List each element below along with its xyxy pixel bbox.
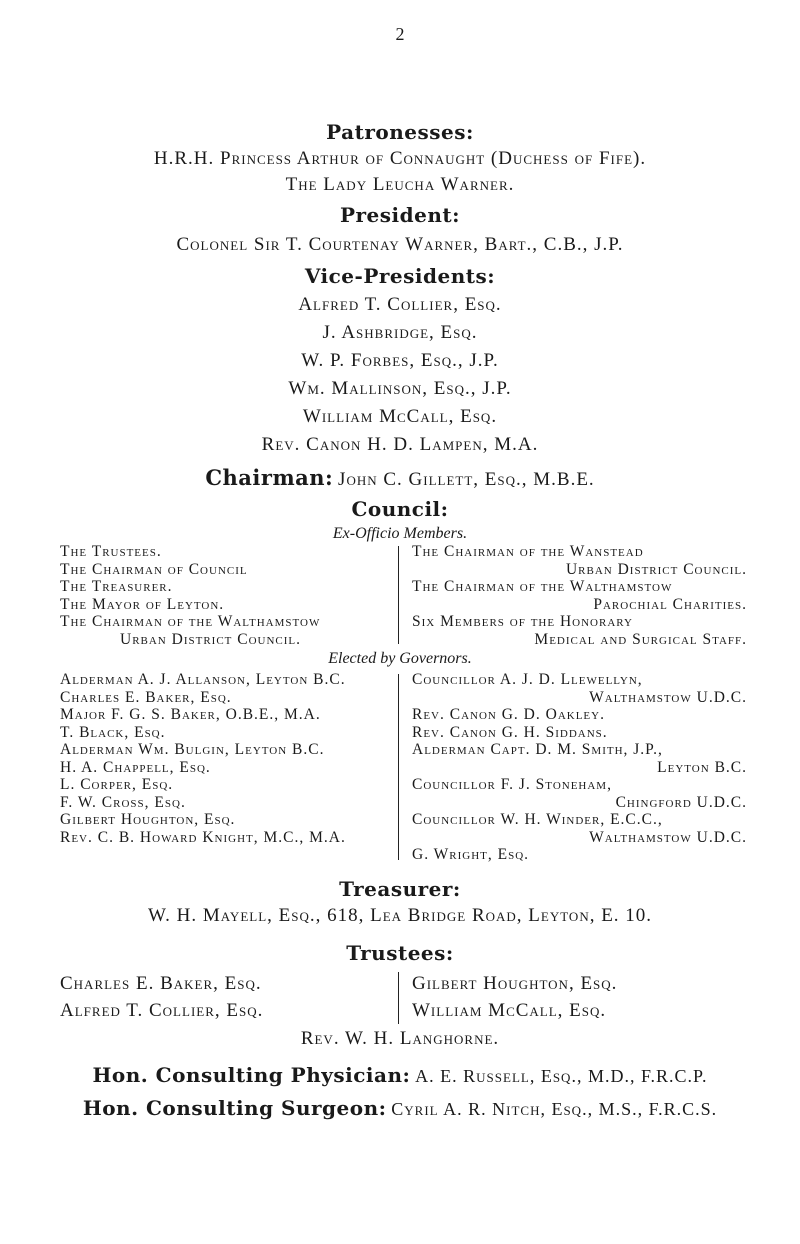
ex-officio-left-column: [60, 543, 380, 648]
patroness-name: H.R.H. Princess Arthur of Connaught (Duchess of Fife).: [153, 148, 647, 169]
treasurer-name: W. H. Mayell, Esq., 618, Lea Bridge Road, Leyton, E. 10.: [147, 905, 653, 926]
council-entry: Councillor W. H. Winder, E.C.C.,: [412, 811, 663, 828]
vice-president-name: Wm. Mallinson, Esq., J.P.: [288, 378, 512, 399]
consulting-physician-name: A. E. Russell, Esq., M.D., F.R.C.P.: [415, 1066, 708, 1086]
council-entry: Councillor F. J. Stoneham,: [412, 776, 612, 793]
trustee-name: Charles E. Baker, Esq.: [60, 973, 262, 994]
council-entry: Rev. C. B. Howard Knight, M.C., M.A.: [60, 828, 346, 846]
chairman-line: [0, 466, 800, 492]
council-entry: The Mayor of Leyton.: [60, 595, 225, 613]
consulting-surgeon-name: Cyril A. R. Nitch, Esq., M.S., F.R.C.S.: [391, 1099, 718, 1119]
trustee-name: Rev. W. H. Langhorne.: [300, 1028, 500, 1049]
council-entry: Gilbert Houghton, Esq.: [60, 811, 236, 828]
trustee-name: William McCall, Esq.: [412, 1000, 607, 1021]
trustee-name: Alfred T. Collier, Esq.: [60, 1000, 264, 1021]
council-entry: Urban District Council.: [565, 560, 747, 578]
council-entry: The Chairman of the Walthamstow: [412, 578, 673, 595]
trustees-right-column: [412, 970, 747, 1024]
council-entry: Rev. Canon G. H. Siddans.: [412, 723, 608, 741]
council-entry: Alderman A. J. Allanson, Leyton B.C.: [60, 671, 346, 688]
council-entry: Councillor A. J. D. Llewellyn,: [412, 671, 643, 688]
council-entry: The Chairman of Council: [60, 560, 248, 578]
council-entry: The Chairman of the Wanstead: [412, 543, 644, 560]
council-entry: Charles E. Baker, Esq.: [60, 688, 232, 706]
trustees-left-column: [60, 970, 390, 1024]
council-entry: H. A. Chappell, Esq.: [60, 758, 211, 776]
president-heading: President:: [339, 203, 461, 227]
council-heading: Council:: [351, 497, 449, 521]
council-entry: L. Corper, Esq.: [60, 776, 174, 793]
chairman-heading: Chairman:: [205, 465, 334, 490]
council-entry: Alderman Capt. D. M. Smith, J.P.,: [412, 741, 663, 758]
vice-president-name: W. P. Forbes, Esq., J.P.: [301, 350, 499, 371]
patronesses-heading: Patronesses:: [326, 120, 474, 144]
council-entry: Walthamstow U.D.C.: [589, 688, 747, 706]
consulting-surgeon-line: [0, 1096, 800, 1122]
council-entry: The Treasurer.: [60, 578, 173, 595]
council-entry: Chingford U.D.C.: [615, 793, 747, 811]
council-entry: Rev. Canon G. D. Oakley.: [412, 706, 605, 723]
trustees-heading: Trustees:: [346, 941, 454, 965]
ex-officio-heading: Ex-Officio Members.: [332, 525, 468, 542]
column-divider: [398, 972, 399, 1024]
consulting-surgeon-heading: Hon. Consulting Surgeon:: [82, 1096, 387, 1120]
treasurer-heading: Treasurer:: [339, 877, 461, 901]
council-entry: Walthamstow U.D.C.: [589, 828, 747, 846]
page-number: 2: [395, 24, 405, 44]
vice-presidents-heading: Vice-Presidents:: [304, 264, 496, 288]
council-entry: Urban District Council.: [120, 630, 302, 648]
council-entry: Alderman Wm. Bulgin, Leyton B.C.: [60, 741, 325, 758]
council-entry: The Trustees.: [60, 543, 162, 560]
council-entry: Major F. G. S. Baker, O.B.E., M.A.: [60, 706, 321, 723]
vice-president-name: Rev. Canon H. D. Lampen, M.A.: [261, 434, 539, 455]
vice-president-name: J. Ashbridge, Esq.: [322, 322, 478, 343]
patroness-name: The Lady Leucha Warner.: [285, 174, 515, 195]
ex-officio-right-column: [412, 543, 747, 648]
council-entry: Medical and Surgical Staff.: [534, 630, 747, 648]
elected-left-column: [60, 671, 390, 846]
consulting-physician-heading: Hon. Consulting Physician:: [92, 1063, 411, 1087]
elected-heading: Elected by Governors.: [328, 650, 472, 667]
elected-right-column: [412, 671, 747, 864]
column-divider: [398, 546, 399, 644]
consulting-physician-line: [0, 1063, 800, 1089]
president-name: Colonel Sir T. Courtenay Warner, Bart., C.B., J.P.: [176, 234, 624, 255]
council-entry: T. Black, Esq.: [60, 723, 166, 741]
column-divider: [398, 674, 399, 860]
council-entry: Parochial Charities.: [593, 595, 747, 613]
trustee-name: Gilbert Houghton, Esq.: [412, 973, 618, 994]
vice-president-name: William McCall, Esq.: [302, 406, 498, 427]
council-entry: G. Wright, Esq.: [412, 846, 530, 863]
council-entry: F. W. Cross, Esq.: [60, 793, 186, 811]
vice-president-name: Alfred T. Collier, Esq.: [298, 294, 502, 315]
chairman-name: John C. Gillett, Esq., M.B.E.: [338, 469, 595, 490]
council-entry: Six Members of the Honorary: [412, 613, 633, 630]
council-entry: The Chairman of the Walthamstow: [60, 613, 321, 630]
council-entry: Leyton B.C.: [657, 758, 747, 776]
